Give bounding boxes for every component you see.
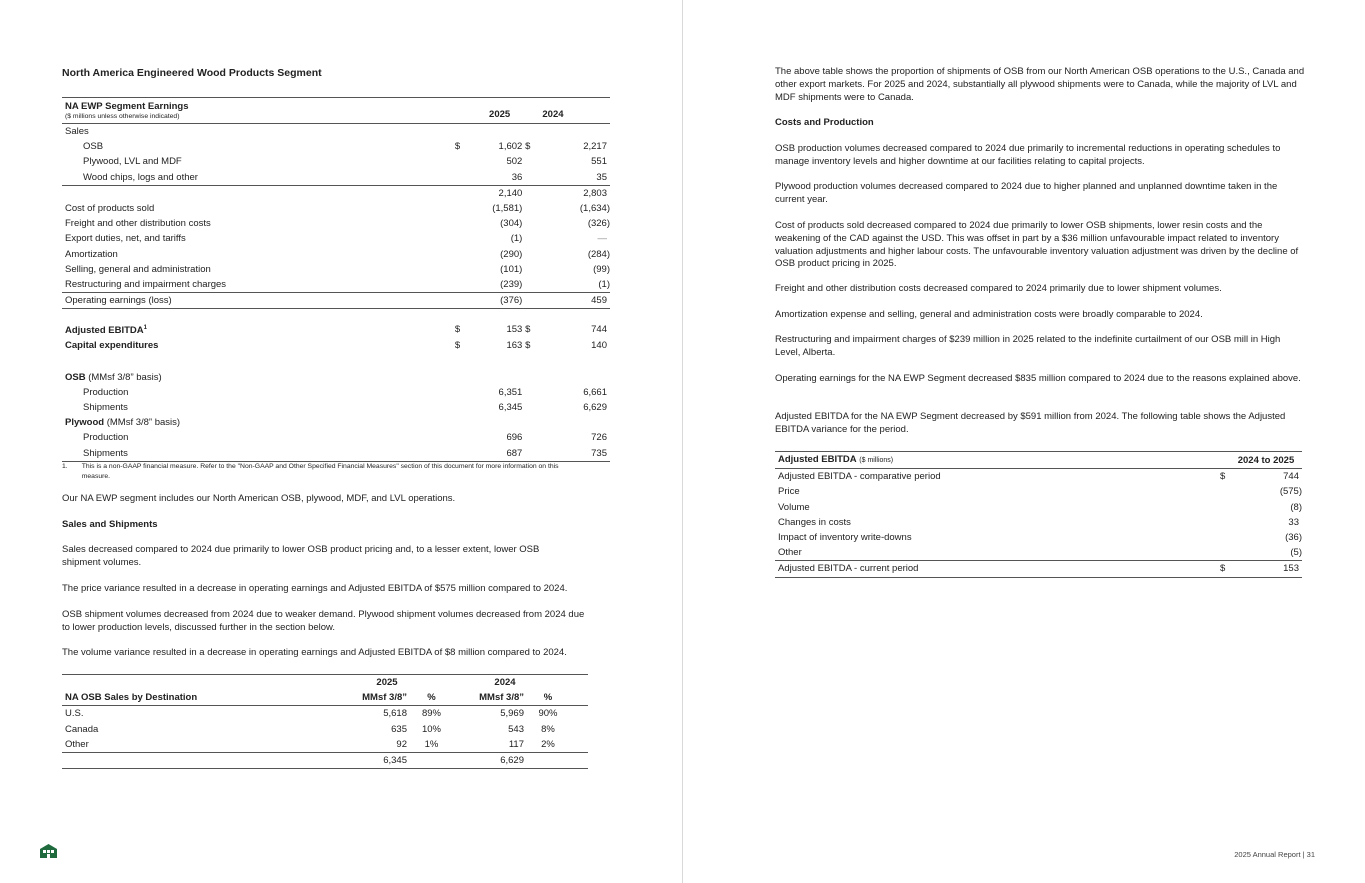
- table-row: Amortization (290) (284): [65, 248, 610, 260]
- table-row: Shipments 687 735: [62, 446, 610, 462]
- paragraph: The above table shows the proportion of shipments of OSB from our North American OSB operations to the U.S., Canada and other export markets. For 2025 and 2024, substantially all plywood shipments were to Canada, while the majority of LVL and MDF shipments were to Canada.: [775, 66, 1305, 103]
- paragraph: Sales decreased compared to 2024 due primarily to lower OSB product pricing and, to a lesser extent, lower OSB shipment volumes.: [62, 544, 540, 568]
- table-row: Plywood, LVL and MDF 502 551: [83, 156, 607, 168]
- right-page: [683, 0, 1365, 883]
- segment-earnings-table: [62, 97, 610, 462]
- table-row: Selling, general and administration (101) (99): [65, 263, 610, 275]
- paragraph: Amortization expense and selling, general and administration costs were broadly comparable to 2024.: [775, 309, 1203, 320]
- table-row: OSB $ 1,602 $ 2,217: [83, 141, 607, 153]
- paragraph: The price variance resulted in a decrease in operating earnings and Adjusted EBITDA of $575 million compared to 2024.: [62, 583, 568, 594]
- paragraph: Cost of products sold decreased compared to 2024 due primarily to lower OSB shipments, lower resin costs and the weakening of the CAD against the USD. This was offset in part by a $36 million unfavourable impact related to inventory valuation adjustments and higher labour costs. The unfavourable inventory valuation adjustment was driven by the decline of OSB product pricing in 2025.: [775, 220, 1299, 270]
- paragraph: Restructuring and impairment charges of $239 million in 2025 related to the indefinite curtailment of our OSB mill in High Level, Alberta.: [775, 334, 1281, 358]
- page-footer: 2025 Annual Report | 31: [1234, 850, 1315, 859]
- table-row: Production 696 726: [83, 432, 607, 444]
- table-row: Other (5): [778, 547, 1302, 559]
- osb-sales-destination-table: [62, 674, 588, 769]
- table-row: Production 6,351 6,661: [83, 386, 607, 398]
- table-row: Sales: [65, 126, 89, 137]
- paragraph: Plywood production volumes decreased compared to 2024 due to higher planned and unplanned downtime taken in the current year.: [775, 181, 1278, 205]
- section-title: North America Engineered Wood Products Segment: [62, 67, 322, 79]
- table-row: 2,140 2,803: [62, 185, 610, 201]
- paragraph: The volume variance resulted in a decrease in operating earnings and Adjusted EBITDA of $8 million compared to 2024.: [62, 647, 567, 658]
- table-row: Adjusted EBITDA - comparative period $ 744: [778, 471, 1299, 483]
- table-row: Restructuring and impairment charges (239) (1): [65, 279, 610, 291]
- table-row: Export duties, net, and tariffs (1) —: [65, 233, 607, 245]
- paragraph: Operating earnings for the NA EWP Segment decreased $835 million compared to 2024 due to the reasons explained above.: [775, 373, 1301, 384]
- table-row: Cost of products sold (1,581) (1,634): [65, 203, 610, 215]
- table-row: Impact of inventory write-downs (36): [778, 532, 1302, 544]
- table-row: U.S. 5,618 89% 5,969 90%: [65, 708, 558, 720]
- paragraph: OSB shipment volumes decreased from 2024 due to weaker demand. Plywood shipment volumes decreased from 2024 due to lower production levels, discussed further in the section below.: [62, 609, 585, 633]
- table-row: Adjusted EBITDA$^1$ $ 153 $ 744: [65, 324, 607, 337]
- paragraph: OSB production volumes decreased compared to 2024 due primarily to incremental reductions in operating schedules to manage inventory levels and higher downtime at our facilities relating to capital projects.: [775, 143, 1281, 167]
- left-page: [0, 0, 682, 883]
- paragraph: Freight and other distribution costs decreased compared to 2024 primarily due to lower shipment volumes.: [775, 283, 1222, 294]
- table-total-row: 6,345 6,629: [62, 753, 588, 769]
- table-row: OSB (MMsf 3/8” basis): [65, 371, 162, 383]
- paragraph: Adjusted EBITDA for the NA EWP Segment decreased by $591 million from 2024. The following table shows the Adjusted EBITDA variance for the period.: [775, 411, 1286, 435]
- table-row: Capital expenditures $ 163 $ 140: [65, 340, 607, 352]
- table-row: Other 92 1% 117 2%: [65, 738, 555, 750]
- table-header-row: NA EWP Segment Earnings ($ millions unless otherwise indicated) 2025 2024: [62, 98, 610, 124]
- table-row: Freight and other distribution costs (304) (326): [65, 218, 610, 230]
- table-row: Wood chips, logs and other 36 35: [83, 171, 607, 183]
- table-row: Price (575): [778, 486, 1302, 498]
- table-row: Volume (8): [778, 501, 1302, 513]
- table-row: Shipments 6,345 6,629: [83, 401, 607, 413]
- table-header-row: 2025 2024: [376, 677, 516, 688]
- table-row: Operating earnings (loss) (376) 459: [62, 293, 610, 309]
- table-header-row: NA OSB Sales by Destination MMsf 3/8” % MMsf 3/8” %: [62, 690, 588, 706]
- footnote: 1. This is a non-GAAP financial measure. Refer to the "Non-GAAP and Other Specified Financial Measures" section of this document for more information on this measure.: [62, 463, 559, 480]
- table-row: Canada 635 10% 543 8%: [65, 723, 555, 735]
- table-row: Changes in costs 33: [778, 516, 1299, 528]
- adjusted-ebitda-variance-table: [775, 451, 1302, 578]
- table-row: Plywood (MMsf 3/8” basis): [65, 417, 181, 429]
- subheading-costs: Costs and Production: [775, 117, 874, 128]
- table-total-row: Adjusted EBITDA - current period $ 153: [775, 561, 1302, 577]
- paragraph: Our NA EWP segment includes our North American OSB, plywood, MDF, and LVL operations.: [62, 493, 456, 504]
- subheading-sales: Sales and Shipments: [62, 519, 158, 530]
- company-logo-icon: [40, 844, 57, 858]
- table-header-row: Adjusted EBITDA ($ millions) 2024 to 2025: [775, 452, 1302, 469]
